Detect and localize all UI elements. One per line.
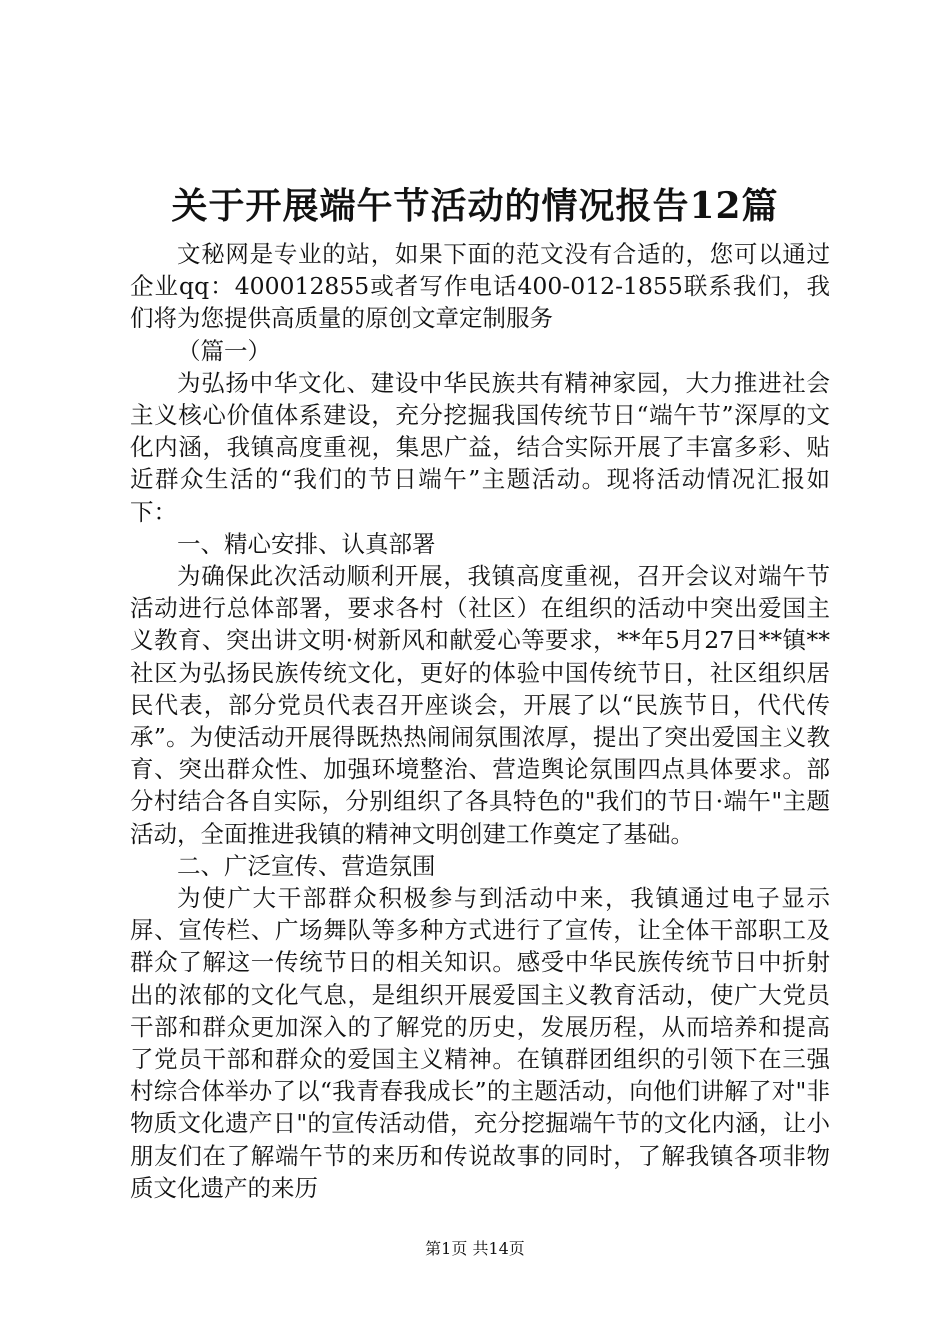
document-body — [130, 238, 830, 1204]
document-title: 关于开展端午节活动的情况报告12篇 — [171, 185, 779, 227]
chapter-label: （篇一） — [177, 336, 271, 365]
body-paragraph: 为弘扬中华文化、建设中华民族共有精神家园，大力推进社会主义核心价值体系建设，充分挖掘我国传统节日“端午节”深厚的文化内涵，我镇高度重视，集思广益，结合实际开展了丰富多彩、贴近群众生活的“我们的节日端午”主题活动。现将活动情况汇报如下： — [130, 368, 830, 526]
intro-paragraph: 文秘网是专业的站，如果下面的范文没有合适的，您可以通过企业qq：400012855或者写作电话400-012-1855联系我们，我们将为您提供高质量的原创文章定制服务 — [130, 240, 830, 333]
body-paragraph: 为使广大干部群众积极参与到活动中来，我镇通过电子显示屏、宣传栏、广场舞队等多种方式进行了宣传，让全体干部职工及群众了解这一传统节日的相关知识。感受中华民族传统节日中折射出的浓郁的文化气息，是组织开展爱国主义教育活动，使广大党员干部和群众更加深入的了解党的历史，发展历程，从而培养和提高了党员干部和群众的爱国主义精神。在镇群团组织的引领下在三强村综合体举办了以“我青春我成长”的主题活动，向他们讲解了对"非物质文化遗产日"的宣传活动借，充分挖掘端午节的文化内涵，让小朋友们在了解端午节的来历和传说故事的同时，了解我镇各项非物质文化遗产的来历 — [130, 884, 830, 1202]
section-heading: 一、精心安排、认真部署 — [177, 529, 436, 558]
body-paragraph: 为确保此次活动顺利开展，我镇高度重视，召开会议对端午节活动进行总体部署，要求各村（社区）在组织的活动中突出爱国主义教育、突出讲文明·树新风和献爱心等要求，**年5月27日**镇**社区为弘扬民族传统文化，更好的体验中国传统节日，社区组织居民代表，部分党员代表召开座谈会，开展了以“民族节日，代代传承”。为使活动开展得既热热闹闹氛围浓厚，提出了突出爱国主义教育、突出群众性、加强环境整治、营造舆论氛围四点具体要求。部分村结合各自实际，分别组织了各具特色的"我们的节日·端午"主题活动，全面推进我镇的精神文明创建工作奠定了基础。 — [130, 562, 830, 848]
page-footer: 第1页 共14页 — [425, 1239, 525, 1258]
section-heading: 二、广泛宣传、营造氛围 — [177, 851, 436, 880]
